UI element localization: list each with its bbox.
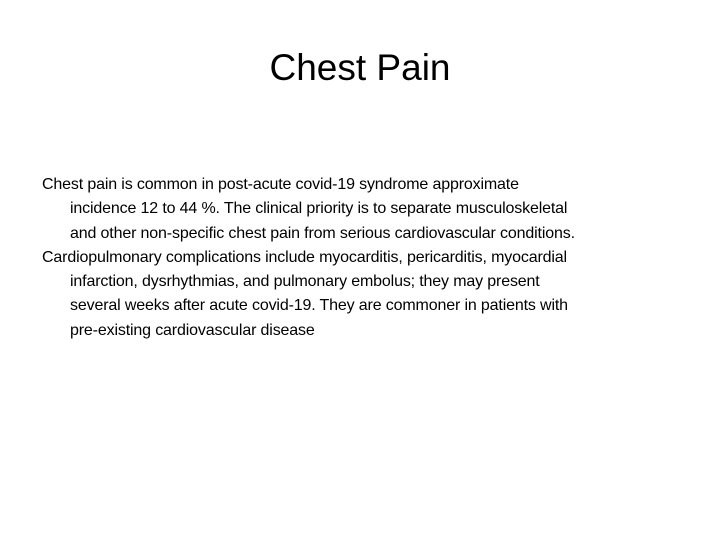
body-line: incidence 12 to 44 %. The clinical priority is to separate musculoskeletal <box>70 200 568 218</box>
body-line: Chest pain is common in post-acute covid-19 syndrome approximate <box>42 176 519 193</box>
body-line: infarction, dysrhythmias, and pulmonary embolus; they may present <box>70 273 540 291</box>
body-paragraph <box>42 173 682 246</box>
body-line: several weeks after acute covid-19. They are commoner in patients with <box>70 297 568 315</box>
body-paragraph <box>42 246 682 343</box>
body-line: and other non-specific chest pain from serious cardiovascular conditions. <box>70 224 575 242</box>
body-line: pre-existing cardiovascular disease <box>70 321 315 339</box>
body-line: Cardiopulmonary complications include myocarditis, pericarditis, myocardial <box>42 248 567 266</box>
slide-body <box>42 173 682 343</box>
slide-title: Chest Pain <box>269 47 451 88</box>
